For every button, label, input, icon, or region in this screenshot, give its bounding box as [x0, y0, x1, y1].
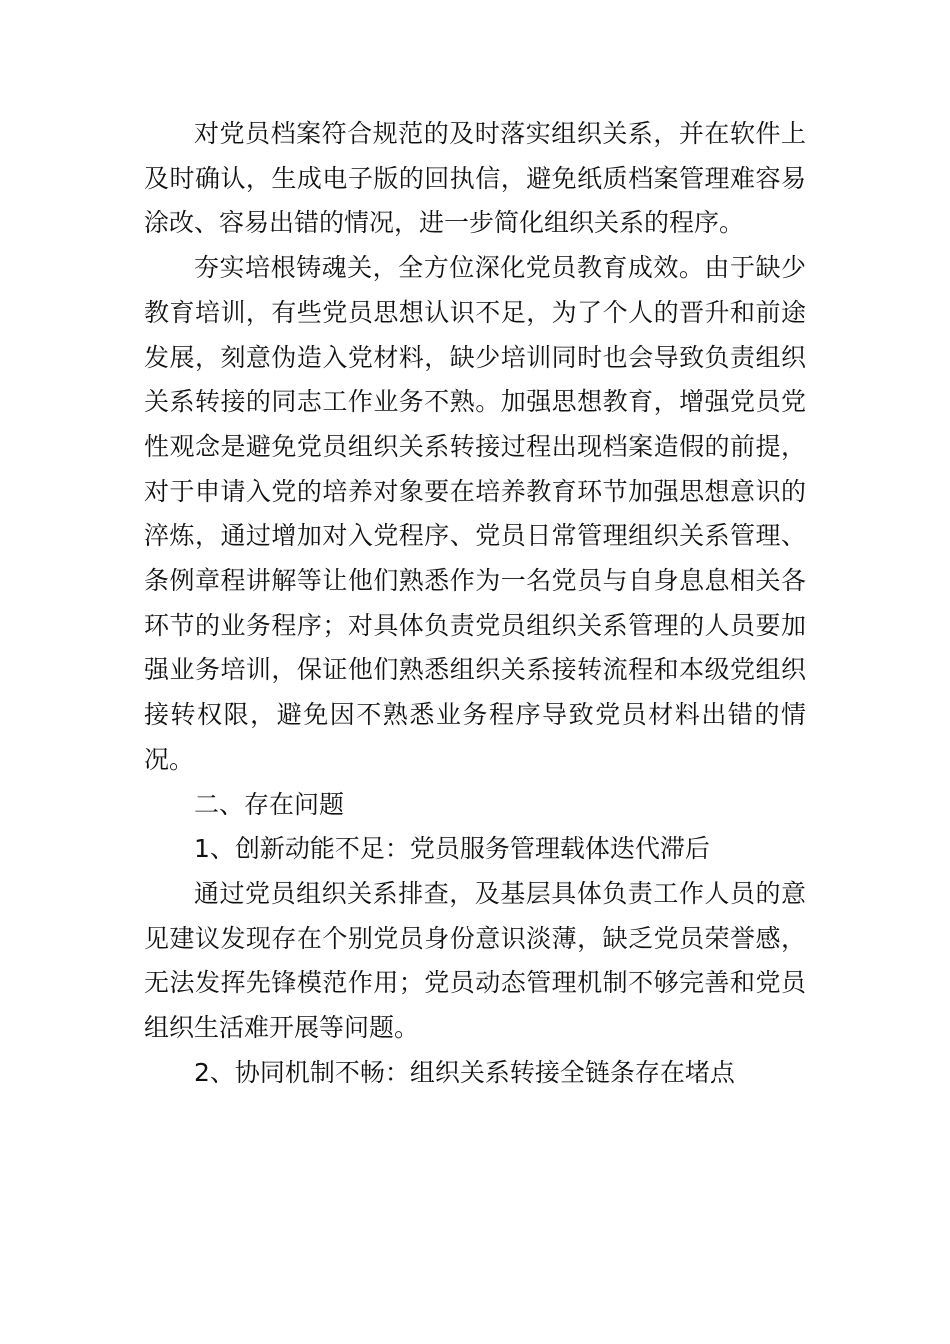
paragraph-education-training: 夯实培根铸魂关，全方位深化党员教育成效。由于缺少教育培训，有些党员思想认识不足，为了个人的晋升和前途发展，刻意伪造入党材料，缺少培训同时也会导致负责组织关系转接的同志工作业务不熟。加强思想教育，增强党员党性观念是避免党员组织关系转接过程出现档案造假的前提，对于申请入党的培养对象要在培养教育环节加强思想意识的淬炼，通过增加对入党程序、党员日常管理组织关系管理、条例章程讲解等让他们熟悉作为一名党员与自身息息相关各环节的业务程序；对具体负责党员组织关系管理的人员要加强业务培训，保证他们熟悉组织关系接转流程和本级党组织接转权限，避免因不熟悉业务程序导致党员材料出错的情况。: [144, 253, 806, 774]
document-body: [144, 112, 806, 1095]
paragraph-investigation-findings: 通过党员组织关系排查，及基层具体负责工作人员的意见建议发现存在个别党员身份意识淡薄，缺乏党员荣誉感，无法发挥先锋模范作用；党员动态管理机制不够完善和党员组织生活难开展等问题。: [144, 878, 806, 1043]
section-heading-existing-problems: 二、存在问题: [194, 789, 345, 819]
subheading-coordination-mechanism: 2、协同机制不畅：组织关系转接全链条存在堵点: [194, 1057, 735, 1087]
subheading-innovation-momentum: 1、创新动能不足：党员服务管理载体迭代滞后: [194, 834, 710, 864]
paragraph-archive-confirmation: 对党员档案符合规范的及时落实组织关系，并在软件上及时确认，生成电子版的回执信，避免纸质档案管理难容易涂改、容易出错的情况，进一步简化组织关系的程序。: [144, 119, 806, 238]
